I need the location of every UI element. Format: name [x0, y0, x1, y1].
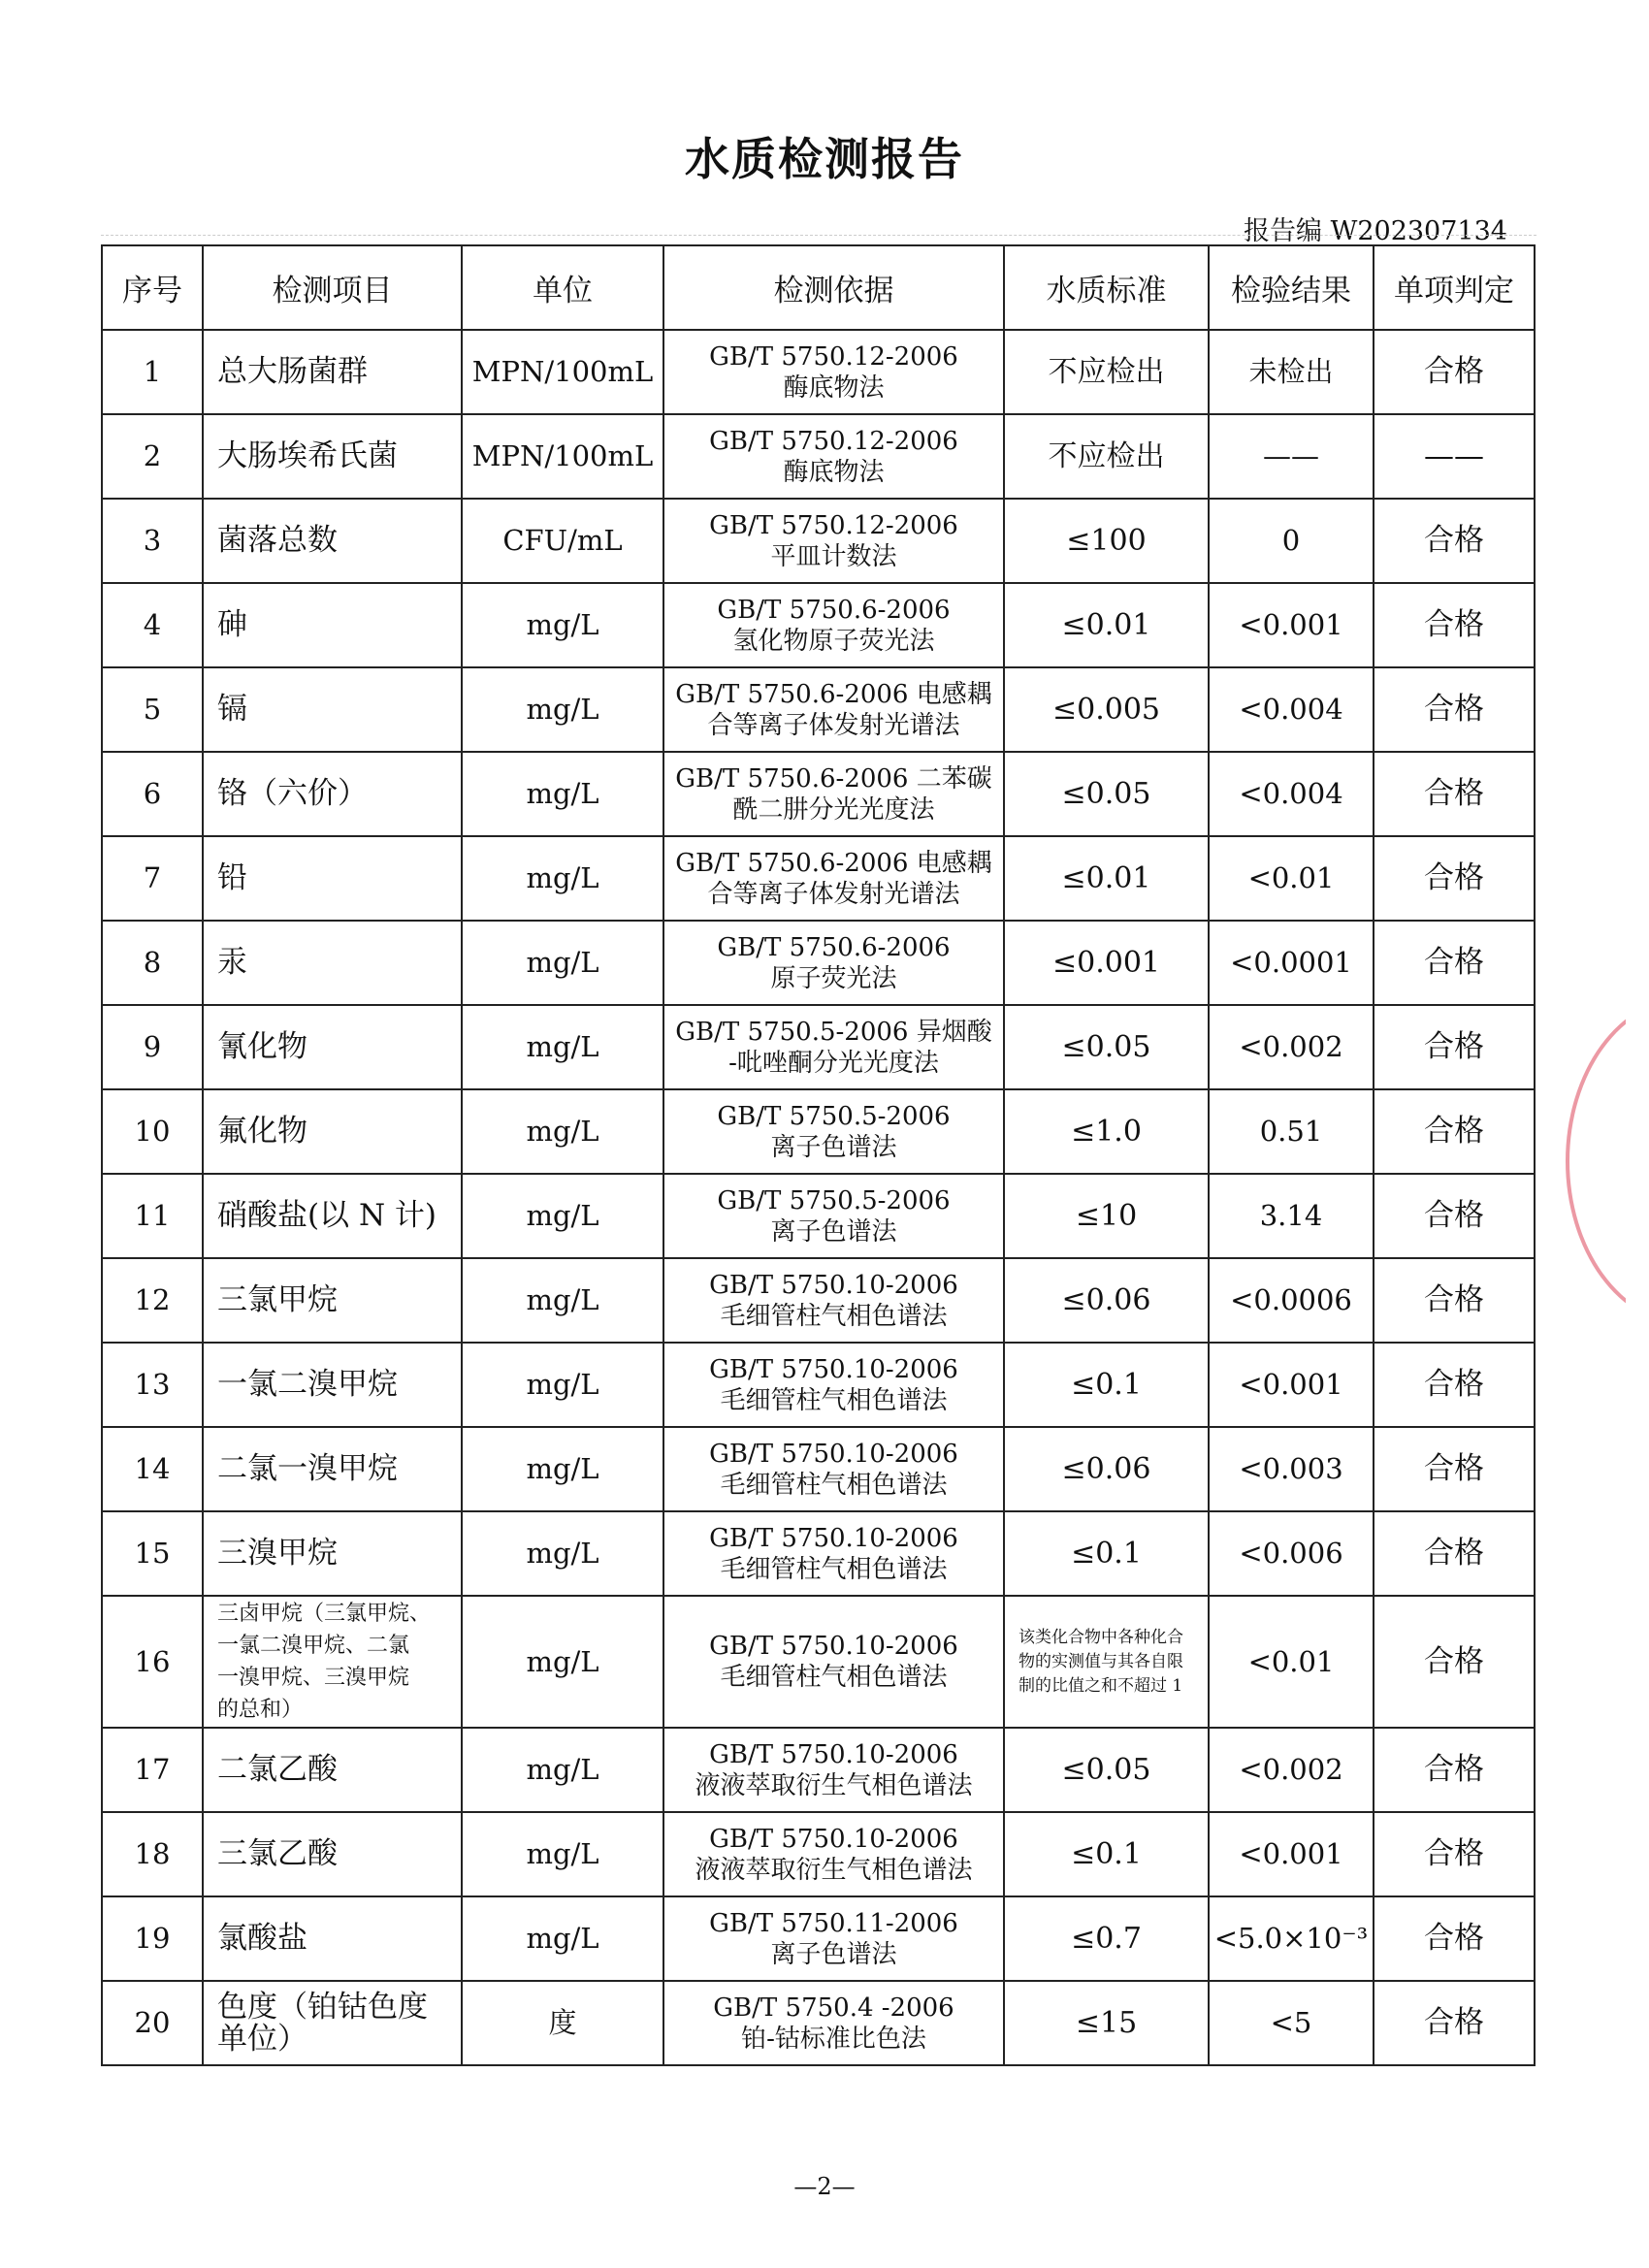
cell-judgement: 合格	[1374, 1258, 1535, 1343]
cell-line: GB/T 5750.5-2006	[717, 1185, 951, 1215]
cell-result: <0.002	[1209, 1728, 1374, 1812]
cell-basis	[663, 1812, 1004, 1896]
cell-unit: mg/L	[462, 1896, 663, 1981]
cell-standard: ≤0.001	[1004, 921, 1209, 1005]
cell-basis	[663, 583, 1004, 667]
cell-result: <0.01	[1209, 1596, 1374, 1728]
header-no: 序号	[102, 245, 203, 330]
cell-basis	[663, 667, 1004, 752]
cell-item: 三溴甲烷	[203, 1511, 462, 1596]
cell-item: 总大肠菌群	[203, 330, 462, 414]
table-row	[102, 1511, 1535, 1596]
cell-no: 13	[102, 1343, 203, 1427]
cell-line: 该类化合物中各种化合	[1018, 1627, 1183, 1647]
table-row	[102, 667, 1535, 752]
cell-line: 毛细管柱气相色谱法	[720, 1470, 948, 1500]
cell-line: 一溴甲烷、三溴甲烷	[217, 1666, 410, 1690]
table-row	[102, 1728, 1535, 1812]
cell-unit: mg/L	[462, 1511, 663, 1596]
cell-result: <0.002	[1209, 1005, 1374, 1089]
cell-result: <0.004	[1209, 752, 1374, 836]
report-number: 报告编 W202307134	[1244, 216, 1507, 246]
cell-line: GB/T 5750.6-2006 电感耦	[675, 848, 992, 878]
cell-line: GB/T 5750.10-2006	[709, 1270, 958, 1300]
cell-standard: ≤0.1	[1004, 1511, 1209, 1596]
cell-item: 菌落总数	[203, 499, 462, 583]
cell-basis	[663, 1981, 1004, 2065]
cell-item: 氟化物	[203, 1089, 462, 1174]
cell-item: 砷	[203, 583, 462, 667]
cell-item: 三氯乙酸	[203, 1812, 462, 1896]
cell-no: 2	[102, 414, 203, 499]
cell-no: 16	[102, 1596, 203, 1728]
cell-line: GB/T 5750.10-2006	[709, 1739, 958, 1769]
cell-line: 制的比值之和不超过 1	[1018, 1675, 1183, 1696]
cell-line: 液液萃取衍生气相色谱法	[695, 1855, 973, 1885]
cell-line: 酶底物法	[783, 457, 885, 487]
cell-line: 色度（铂钴色度	[217, 1989, 428, 2025]
cell-result: <0.003	[1209, 1427, 1374, 1511]
cell-judgement: 合格	[1374, 921, 1535, 1005]
cell-basis	[663, 1258, 1004, 1343]
cell-unit: mg/L	[462, 1596, 663, 1728]
cell-basis	[663, 1728, 1004, 1812]
cell-unit: mg/L	[462, 836, 663, 921]
cell-result: <5.0×10⁻³	[1209, 1896, 1374, 1981]
cell-line: -吡唑酮分光光度法	[728, 1048, 939, 1078]
cell-result: 0.51	[1209, 1089, 1374, 1174]
cell-result: 3.14	[1209, 1174, 1374, 1258]
header-standard: 水质标准	[1004, 245, 1209, 330]
cell-judgement: 合格	[1374, 330, 1535, 414]
cell-no: 18	[102, 1812, 203, 1896]
cell-line: 合等离子体发射光谱法	[707, 879, 960, 909]
cell-line: 毛细管柱气相色谱法	[720, 1663, 948, 1692]
cell-line: GB/T 5750.10-2006	[709, 1354, 958, 1384]
cell-line: GB/T 5750.4 -2006	[713, 1993, 954, 2023]
cell-basis	[663, 752, 1004, 836]
cell-standard	[1004, 1596, 1209, 1728]
cell-line: 平皿计数法	[770, 541, 897, 571]
cell-basis	[663, 1089, 1004, 1174]
cell-result: <0.001	[1209, 1812, 1374, 1896]
cell-result: <0.01	[1209, 836, 1374, 921]
cell-judgement: 合格	[1374, 1896, 1535, 1981]
cell-line: 离子色谱法	[770, 1132, 897, 1162]
cell-line: GB/T 5750.10-2006	[709, 1523, 958, 1553]
cell-standard: ≤0.1	[1004, 1812, 1209, 1896]
cell-line: GB/T 5750.6-2006 电感耦	[675, 679, 992, 709]
cell-result: ——	[1209, 414, 1374, 499]
cell-result: <0.001	[1209, 583, 1374, 667]
cell-result: <0.001	[1209, 1343, 1374, 1427]
cell-line: 毛细管柱气相色谱法	[720, 1385, 948, 1415]
cell-line: 一氯二溴甲烷、二氯	[217, 1634, 410, 1658]
cell-no: 3	[102, 499, 203, 583]
cell-standard: ≤0.005	[1004, 667, 1209, 752]
cell-standard: 不应检出	[1004, 330, 1209, 414]
cell-result: <0.004	[1209, 667, 1374, 752]
cell-no: 11	[102, 1174, 203, 1258]
cell-basis	[663, 1343, 1004, 1427]
cell-line: 合等离子体发射光谱法	[707, 710, 960, 740]
cell-item: 镉	[203, 667, 462, 752]
cell-item	[203, 1981, 462, 2065]
cell-line: GB/T 5750.10-2006	[709, 1632, 958, 1661]
cell-judgement: 合格	[1374, 499, 1535, 583]
cell-no: 7	[102, 836, 203, 921]
cell-unit: MPN/100mL	[462, 414, 663, 499]
cell-line: 物的实测值与其各自限	[1018, 1651, 1183, 1671]
cell-unit: mg/L	[462, 1343, 663, 1427]
cell-judgement: 合格	[1374, 836, 1535, 921]
cell-unit: mg/L	[462, 1089, 663, 1174]
cell-standard: ≤0.01	[1004, 583, 1209, 667]
cell-basis	[663, 414, 1004, 499]
header-judgement: 单项判定	[1374, 245, 1535, 330]
cell-no: 12	[102, 1258, 203, 1343]
cell-unit: mg/L	[462, 1427, 663, 1511]
cell-line: GB/T 5750.12-2006	[709, 426, 958, 456]
cell-no: 15	[102, 1511, 203, 1596]
cell-line: 原子荧光法	[770, 963, 897, 993]
cell-unit: mg/L	[462, 1728, 663, 1812]
cell-line: GB/T 5750.10-2006	[709, 1439, 958, 1469]
cell-item: 氰化物	[203, 1005, 462, 1089]
cell-standard: ≤0.05	[1004, 1005, 1209, 1089]
cell-no: 14	[102, 1427, 203, 1511]
cell-judgement: 合格	[1374, 667, 1535, 752]
table-row	[102, 1258, 1535, 1343]
cell-line: 铂-钴标准比色法	[741, 2024, 926, 2054]
table-row	[102, 583, 1535, 667]
header-item: 检测项目	[203, 245, 462, 330]
cell-no: 8	[102, 921, 203, 1005]
table-row	[102, 1812, 1535, 1896]
cell-no: 4	[102, 583, 203, 667]
cell-line: 三卤甲烷（三氯甲烷、	[217, 1602, 432, 1626]
cell-item: 一氯二溴甲烷	[203, 1343, 462, 1427]
table-row	[102, 1174, 1535, 1258]
cell-standard: ≤0.05	[1004, 752, 1209, 836]
cell-line: GB/T 5750.5-2006	[717, 1101, 951, 1131]
cell-judgement: 合格	[1374, 1005, 1535, 1089]
cell-result: <0.006	[1209, 1511, 1374, 1596]
cell-basis	[663, 1427, 1004, 1511]
cell-unit: mg/L	[462, 921, 663, 1005]
cell-item: 三氯甲烷	[203, 1258, 462, 1343]
header-unit: 单位	[462, 245, 663, 330]
cell-unit: MPN/100mL	[462, 330, 663, 414]
cell-unit: mg/L	[462, 1258, 663, 1343]
cell-unit: mg/L	[462, 1005, 663, 1089]
cell-unit: mg/L	[462, 667, 663, 752]
cell-line: 离子色谱法	[770, 1939, 897, 1969]
table-row	[102, 1896, 1535, 1981]
cell-item: 大肠埃希氏菌	[203, 414, 462, 499]
cell-basis	[663, 1511, 1004, 1596]
cell-result: <5	[1209, 1981, 1374, 2065]
cell-unit: mg/L	[462, 752, 663, 836]
cell-judgement: 合格	[1374, 1981, 1535, 2065]
cell-no: 1	[102, 330, 203, 414]
cell-line: 毛细管柱气相色谱法	[720, 1554, 948, 1584]
cell-no: 5	[102, 667, 203, 752]
table-row	[102, 1427, 1535, 1511]
cell-unit: CFU/mL	[462, 499, 663, 583]
table-row	[102, 752, 1535, 836]
report-title: 水质检测报告	[685, 133, 964, 185]
cell-line: GB/T 5750.6-2006	[717, 932, 951, 962]
cell-standard: ≤100	[1004, 499, 1209, 583]
cell-line: GB/T 5750.10-2006	[709, 1824, 958, 1854]
cell-no: 17	[102, 1728, 203, 1812]
cell-standard: ≤0.7	[1004, 1896, 1209, 1981]
cell-basis	[663, 836, 1004, 921]
cell-unit: mg/L	[462, 1174, 663, 1258]
cell-line: GB/T 5750.6-2006 二苯碳	[675, 763, 992, 794]
cell-item: 二氯一溴甲烷	[203, 1427, 462, 1511]
cell-standard: ≤0.1	[1004, 1343, 1209, 1427]
cell-line: 毛细管柱气相色谱法	[720, 1301, 948, 1331]
cell-line: 酰二肼分光光度法	[732, 794, 935, 825]
cell-judgement: 合格	[1374, 1427, 1535, 1511]
cell-judgement: 合格	[1374, 1728, 1535, 1812]
cell-judgement: 合格	[1374, 1511, 1535, 1596]
cell-judgement: 合格	[1374, 1343, 1535, 1427]
table-row	[102, 330, 1535, 414]
cell-item: 硝酸盐(以 N 计)	[203, 1174, 462, 1258]
table-row	[102, 1596, 1535, 1728]
cell-judgement: 合格	[1374, 1174, 1535, 1258]
cell-standard: ≤0.06	[1004, 1258, 1209, 1343]
cell-item: 汞	[203, 921, 462, 1005]
cell-line: GB/T 5750.6-2006	[717, 595, 951, 625]
table-row	[102, 414, 1535, 499]
table-row	[102, 836, 1535, 921]
cell-basis	[663, 1174, 1004, 1258]
cell-line: 液液萃取衍生气相色谱法	[695, 1770, 973, 1800]
table-row	[102, 1005, 1535, 1089]
test-results-table	[101, 244, 1536, 2066]
cell-line: 的总和）	[217, 1698, 304, 1722]
table-row	[102, 1981, 1535, 2065]
cell-item: 铬（六价）	[203, 752, 462, 836]
cell-judgement: 合格	[1374, 1812, 1535, 1896]
table-row	[102, 499, 1535, 583]
table-row	[102, 1089, 1535, 1174]
cell-line: GB/T 5750.12-2006	[709, 341, 958, 372]
cell-judgement: 合格	[1374, 1596, 1535, 1728]
cell-basis	[663, 921, 1004, 1005]
cell-standard: ≤0.01	[1004, 836, 1209, 921]
header-rule	[101, 235, 1536, 236]
cell-basis	[663, 330, 1004, 414]
cell-line: 酶底物法	[783, 373, 885, 403]
cell-no: 20	[102, 1981, 203, 2065]
cell-item: 铅	[203, 836, 462, 921]
cell-judgement: ——	[1374, 414, 1535, 499]
cell-line: 单位）	[217, 2021, 307, 2057]
cell-basis	[663, 1896, 1004, 1981]
cell-item: 二氯乙酸	[203, 1728, 462, 1812]
header-basis: 检测依据	[663, 245, 1004, 330]
cell-standard: ≤15	[1004, 1981, 1209, 2065]
cell-standard: ≤10	[1004, 1174, 1209, 1258]
cell-basis	[663, 499, 1004, 583]
cell-unit: 度	[462, 1981, 663, 2065]
cell-item	[203, 1596, 462, 1728]
cell-line: 离子色谱法	[770, 1216, 897, 1247]
cell-standard: ≤0.05	[1004, 1728, 1209, 1812]
cell-result: 未检出	[1209, 330, 1374, 414]
cell-basis	[663, 1596, 1004, 1728]
cell-line: GB/T 5750.5-2006 异烟酸	[675, 1017, 992, 1047]
page-number: —2—	[793, 2173, 856, 2200]
table-header-row	[102, 245, 1535, 330]
header-result: 检验结果	[1209, 245, 1374, 330]
cell-line: GB/T 5750.11-2006	[709, 1908, 958, 1938]
cell-result: <0.0001	[1209, 921, 1374, 1005]
table-row	[102, 1343, 1535, 1427]
table-row	[102, 921, 1535, 1005]
cell-basis	[663, 1005, 1004, 1089]
cell-line: 氢化物原子荧光法	[732, 626, 935, 656]
cell-result: <0.0006	[1209, 1258, 1374, 1343]
cell-judgement: 合格	[1374, 752, 1535, 836]
cell-result: 0	[1209, 499, 1374, 583]
cell-judgement: 合格	[1374, 583, 1535, 667]
cell-standard: 不应检出	[1004, 414, 1209, 499]
red-seal-stamp-fragment	[1558, 997, 1626, 1317]
cell-no: 9	[102, 1005, 203, 1089]
cell-judgement: 合格	[1374, 1089, 1535, 1174]
cell-no: 6	[102, 752, 203, 836]
cell-unit: mg/L	[462, 1812, 663, 1896]
cell-no: 10	[102, 1089, 203, 1174]
cell-item: 氯酸盐	[203, 1896, 462, 1981]
cell-line: GB/T 5750.12-2006	[709, 510, 958, 540]
cell-unit: mg/L	[462, 583, 663, 667]
cell-no: 19	[102, 1896, 203, 1981]
cell-standard: ≤1.0	[1004, 1089, 1209, 1174]
cell-standard: ≤0.06	[1004, 1427, 1209, 1511]
